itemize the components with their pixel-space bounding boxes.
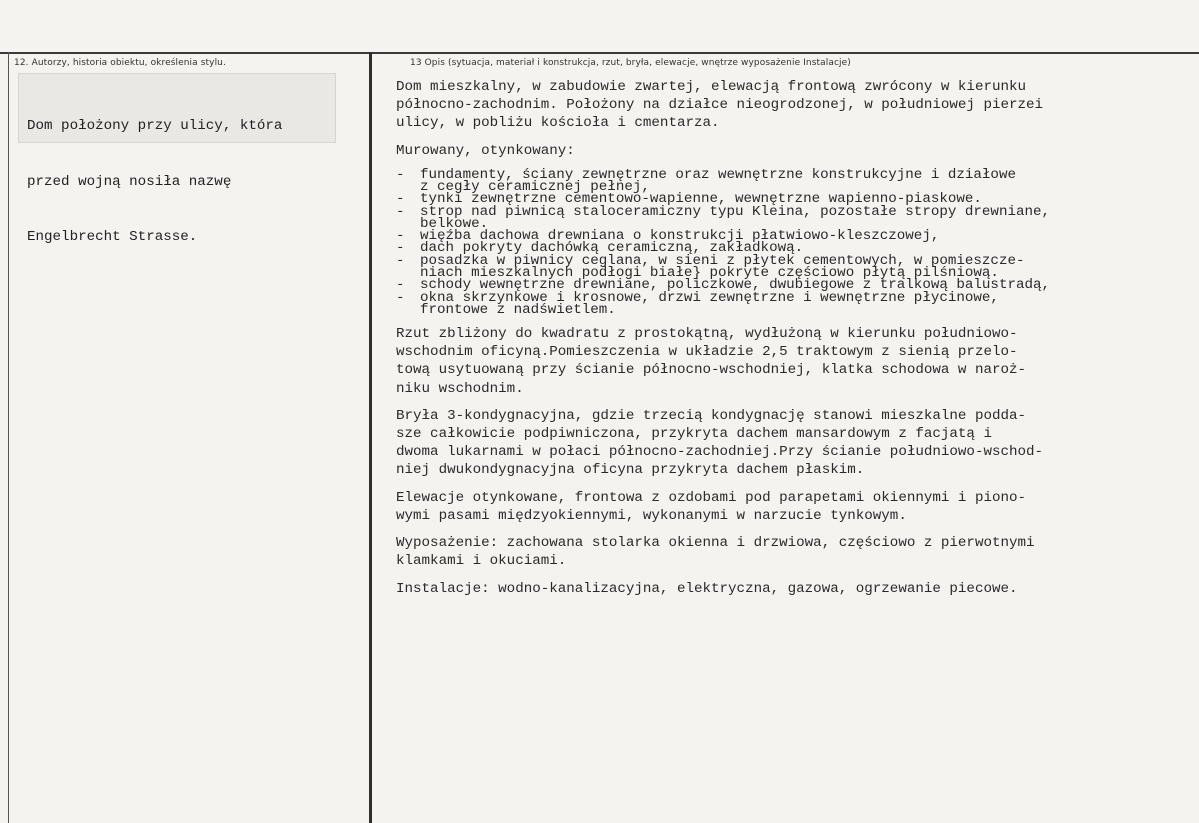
text-line: tynki zewnętrzne cementowo-wapienne, wewnętrzne wapienno-piaskowe. <box>420 191 982 208</box>
text-line: Instalacje: wodno-kanalizacyjna, elektryczna, gazowa, ogrzewanie piecowe. <box>396 580 1018 597</box>
list-dash: - <box>396 203 405 220</box>
elevations-paragraph <box>396 489 1186 525</box>
text-line: posadzka w piwnicy ceglana, w sieni z płytek cementowych, w pomieszcze- <box>420 252 1025 269</box>
text-line: strop nad piwnicą staloceramiczny typu Kleina, pozostałe stropy drewniane, <box>420 203 1051 220</box>
text-line: dach pokryty dachówką ceramiczną, zakładkową. <box>420 240 804 257</box>
text-line: klamkami i okuciami. <box>396 553 567 570</box>
text-line: okna skrzynkowe i krosnowe, drzwi zewnętrzne i wewnętrzne płycinowe, <box>420 289 999 306</box>
column-divider <box>369 52 372 823</box>
text-line: wymi pasami międzyokiennymi, wykonanymi w narzucie tynkowym. <box>396 507 907 524</box>
text-line: belkowe. <box>420 215 489 232</box>
text-line: Rzut zbliżony do kwadratu z prostokątną, wydłużoną w kierunku południowo- <box>396 326 1018 343</box>
text-line: fundamenty, ściany zewnętrzne oraz wewnętrzne konstrukcyjne i działowe <box>420 166 1016 183</box>
text-line: Wyposażenie: zachowana stolarka okienna i drzwiowa, częściowo z pierwotnymi <box>396 535 1035 552</box>
text-line: Elewacje otynkowane, frontowa z ozdobami pod parapetami okiennymi i piono- <box>396 489 1027 506</box>
installations-paragraph <box>396 580 1186 598</box>
construction-item-text <box>420 203 1186 232</box>
construction-item-text <box>420 252 1186 282</box>
construction-item <box>396 166 1186 196</box>
massing-paragraph <box>396 407 1186 480</box>
text-line: frontowe z nadświetlem. <box>420 301 616 318</box>
text-line: ulicy, w pobliżu kościoła i cmentarza. <box>396 115 720 132</box>
list-dash: - <box>396 277 405 294</box>
list-dash: - <box>396 166 405 183</box>
authors-line: Dom położony przy ulicy, która <box>27 118 283 134</box>
construction-item-text <box>420 289 1186 318</box>
text-line: niej dwukondygnacyjna oficyna przykryta dachem płaskim. <box>396 462 865 479</box>
text-line: dwoma lukarnami w połaci północno-zachodniej.Przy ścianie południowo-wschod- <box>396 444 1044 461</box>
text-line: Dom mieszkalny, w zabudowie zwartej, elewacją frontową zwrócony w kierunku <box>396 79 1027 95</box>
authors-label-text <box>27 80 282 284</box>
text-line: więźba dachowa drewniana o konstrukcji płatwiowo-kleszczowej, <box>420 228 940 245</box>
left-border <box>8 52 9 823</box>
text-line: północno-zachodnim. Położony na działce nieogrodzonej, w południowej pierzei <box>396 97 1044 114</box>
construction-list <box>396 166 1186 318</box>
authors-line: przed wojną nosiła nazwę <box>27 173 232 190</box>
list-dash: - <box>396 191 405 208</box>
authors-line: Engelbrecht Strasse. <box>27 229 198 245</box>
text-line: tową usytuowaną przy ścianie północno-wschodniej, klatka schodowa w naroż- <box>396 362 1027 379</box>
construction-item-text <box>420 166 1186 196</box>
authors-label <box>18 73 336 245</box>
construction-heading: Murowany, otynkowany: <box>396 142 575 159</box>
furnishing-paragraph <box>396 534 1186 570</box>
text-line: Bryła 3-kondygnacyjna, gdzie trzecią kondygnację stanowi mieszkalne podda- <box>396 407 1027 424</box>
section-13-caption: 13 Opis (sytuacja, materiał i konstrukcja, rzut, bryła, elewacje, wnętrze wyposażenie Instalacje) <box>410 58 851 68</box>
list-dash: - <box>396 252 405 269</box>
text-line: sze całkowicie podpiwniczona, przykryta dachem mansardowym z facjatą i <box>396 426 992 443</box>
list-dash: - <box>396 289 405 306</box>
top-rule <box>0 52 1199 54</box>
description-body <box>396 78 1186 607</box>
text-line: niku wschodnim. <box>396 380 524 397</box>
construction-item <box>396 252 1186 282</box>
construction-item <box>396 289 1186 318</box>
list-dash: - <box>396 240 405 257</box>
plan-paragraph <box>396 325 1186 398</box>
text-line: wschodnim oficyną.Pomieszczenia w układzie 2,5 traktowym z sienią przelo- <box>396 344 1018 361</box>
section-12-caption: 12. Autorzy, historia obiektu, określenia stylu. <box>14 58 226 68</box>
text-line: schody wewnętrzne drewniane, policzkowe, dwubiegowe z tralkową balustradą, <box>420 277 1051 294</box>
intro-paragraph <box>396 78 1186 133</box>
text-line: niach mieszkalnych podłogi białe} pokryte częściowo płytą pilśniową. <box>420 265 999 282</box>
construction-item <box>396 203 1186 232</box>
text-line: z cegły ceramicznej pełnej, <box>420 179 650 196</box>
list-dash: - <box>396 228 405 245</box>
